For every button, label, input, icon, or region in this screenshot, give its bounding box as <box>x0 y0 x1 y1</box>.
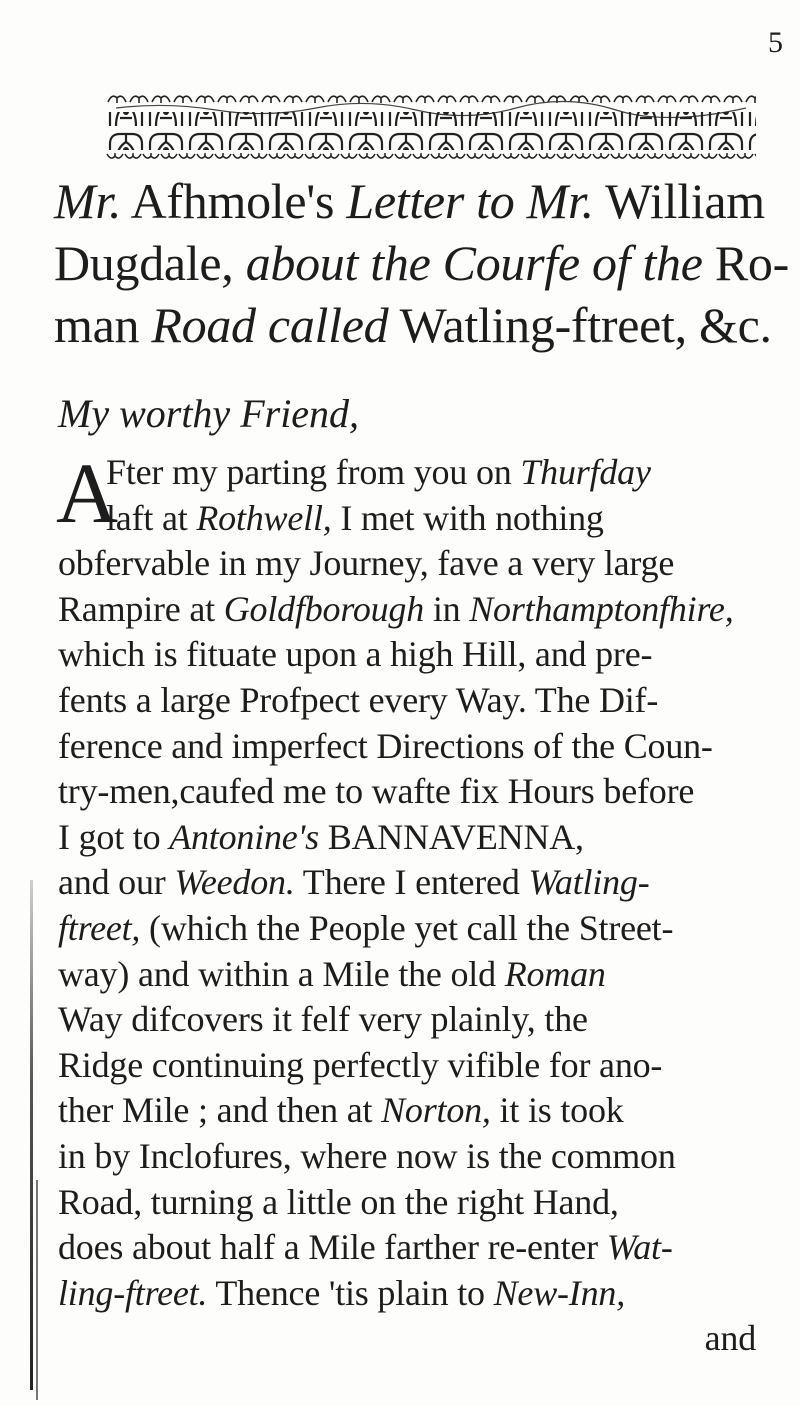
title-line-1 <box>54 170 765 232</box>
text-segment: and our <box>58 862 175 903</box>
text-segment: in by Inclofures, where now is the common <box>58 1135 676 1176</box>
text-segment: Rampire at <box>58 588 224 629</box>
text-segment: ling-ftreet. <box>58 1272 208 1313</box>
text-line <box>58 450 768 496</box>
text-segment: Antonine's <box>169 816 319 857</box>
text-line <box>58 724 768 770</box>
text-segment: I met with nothing <box>331 497 604 538</box>
text-segment: does about half a Mile farther re-enter <box>58 1227 607 1268</box>
drop-capital: A <box>56 445 119 541</box>
title-line-3 <box>54 294 772 356</box>
binding-shadow <box>30 880 33 1390</box>
title-segment: Road called <box>151 297 389 353</box>
title-segment: Ro- <box>714 235 789 291</box>
text-segment: ther Mile ; and then at <box>58 1090 382 1131</box>
text-segment: fents a large Profpect every Way. The Dif- <box>58 679 659 720</box>
text-segment: try-men,caufed me to wafte fix Hours before <box>58 771 695 812</box>
text-line <box>58 952 768 998</box>
text-segment: ference and imperfect Directions of the Coun- <box>58 725 713 766</box>
text-line <box>58 632 768 678</box>
text-line <box>58 769 768 815</box>
text-segment: New-Inn, <box>493 1272 625 1313</box>
text-line <box>58 1180 768 1226</box>
text-line <box>58 815 768 861</box>
text-segment: Weedon. <box>174 862 295 903</box>
text-line <box>58 1088 768 1134</box>
title-segment: man <box>54 297 140 353</box>
text-segment: Rothwell, <box>196 497 332 538</box>
title-segment: Watling-ftreet, &c. <box>399 297 772 353</box>
text-segment: Roman <box>504 953 606 994</box>
text-segment: Road, turning a little on the right Hand, <box>58 1181 619 1222</box>
binding-shadow-inner <box>36 1180 38 1400</box>
text-segment: Thence 'tis plain to <box>207 1272 494 1313</box>
text-segment: Way difcovers it felf very plainly, the <box>58 999 588 1040</box>
title-segment: Afhmole's <box>130 173 335 229</box>
text-segment: laft at <box>106 497 197 538</box>
title-segment: William <box>605 173 765 229</box>
text-line <box>58 1225 768 1271</box>
text-line <box>58 587 768 633</box>
text-segment: Northamptonfhire, <box>469 588 734 629</box>
text-line <box>58 541 768 587</box>
text-segment: Ridge continuing perfectly vifible for ano- <box>58 1044 663 1085</box>
text-segment: Watling- <box>528 862 650 903</box>
text-line <box>58 860 768 906</box>
title-segment: Dugdale, <box>54 235 234 291</box>
text-segment: (which the People yet call the Street- <box>140 907 674 948</box>
text-segment: Fter my parting from you on <box>106 452 521 492</box>
text-segment: in <box>424 588 470 629</box>
text-segment: Thurfday <box>520 452 651 492</box>
text-segment: which is fituate upon a high Hill, and pre- <box>58 634 653 675</box>
text-segment: BANNAVENNA, <box>318 816 584 857</box>
text-line <box>58 1134 768 1180</box>
text-segment: way) and within a Mile the old <box>58 953 505 994</box>
letter-body <box>56 445 768 1362</box>
title-segment: Letter to Mr. <box>346 173 594 229</box>
text-segment: ftreet, <box>58 907 141 948</box>
text-segment: I got to <box>58 816 170 857</box>
catchword: and <box>704 1318 756 1359</box>
ornamental-header-band <box>106 92 756 162</box>
text-line <box>58 997 768 1043</box>
text-line <box>58 1043 768 1089</box>
salutation: My worthy Friend, <box>58 391 360 436</box>
text-line <box>58 678 768 724</box>
text-segment: Wat- <box>606 1227 673 1268</box>
text-segment: Norton, <box>381 1090 491 1131</box>
ornament-graphic <box>106 92 756 162</box>
text-segment: it is took <box>490 1090 624 1131</box>
text-line <box>58 906 768 952</box>
text-segment: Goldfborough <box>223 588 425 629</box>
text-segment: obfervable in my Journey, fave a very large <box>58 543 675 584</box>
page-number: 5 <box>768 26 783 59</box>
text-line <box>58 496 768 542</box>
text-segment: There I entered <box>294 862 529 903</box>
title-line-2 <box>54 232 789 294</box>
title-segment: Mr. <box>54 173 122 229</box>
text-line <box>58 1271 768 1317</box>
title-segment: about the Courfe of the <box>245 235 703 291</box>
letter-title <box>54 170 789 356</box>
